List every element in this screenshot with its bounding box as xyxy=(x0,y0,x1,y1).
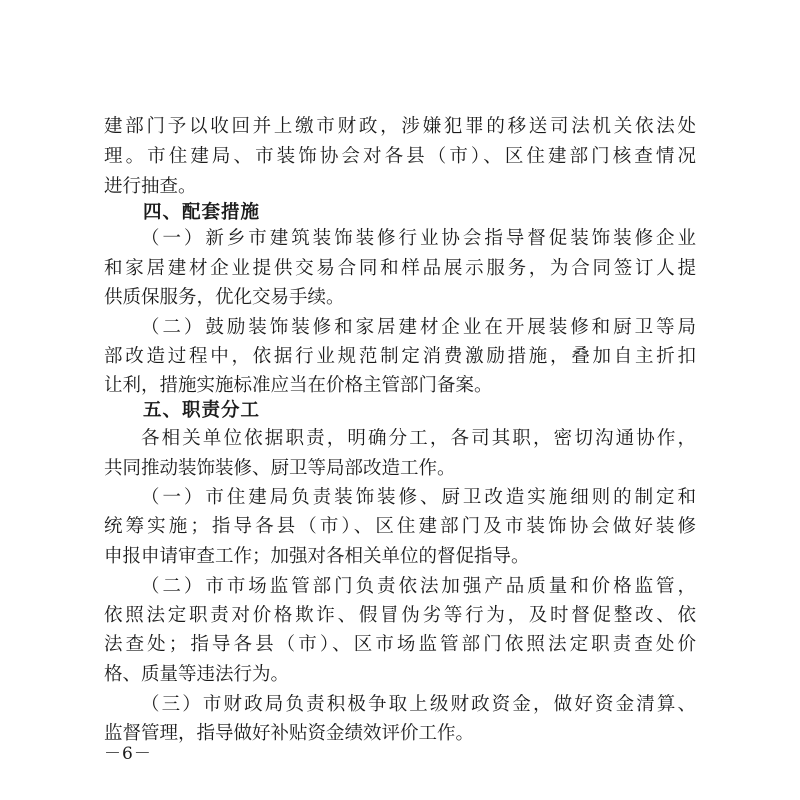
paragraph-first-line: （二）市市场监管部门负责依法加强产品质量和价格监管， xyxy=(141,576,696,597)
paragraph-first-line: （一）新乡市建筑装饰装修行业协会指导督促装饰装修企业 xyxy=(141,228,696,249)
body-text-line: 部改造过程中，依据行业规范制定消费激励措施，叠加自主折扣 xyxy=(104,346,696,367)
body-text-line: 申报申请审查工作；加强对各相关单位的督促指导。 xyxy=(104,546,530,567)
body-text-line: 供质保服务，优化交易手续。 xyxy=(104,287,345,308)
body-text-line: 统筹实施；指导各县（市）、区住建部门及市装饰协会做好装修 xyxy=(104,516,696,537)
body-text-line: 监督管理，指导做好补贴资金绩效评价工作。 xyxy=(104,723,475,744)
paragraph-first-line: （二）鼓励装饰装修和家居建材企业在开展装修和厨卫等局 xyxy=(141,317,696,338)
body-text-line: 让利，措施实施标准应当在价格主管部门备案。 xyxy=(104,375,493,396)
section-heading-responsibilities: 五、职责分工 xyxy=(143,400,261,421)
page-number: －6－ xyxy=(104,744,152,764)
body-text-line: 进行抽查。 xyxy=(104,176,197,197)
body-text-line: 建部门予以收回并上缴市财政，涉嫌犯罪的移送司法机关依法处 xyxy=(104,116,696,137)
body-text-line: 共同推动装饰装修、厨卫等局部改造工作。 xyxy=(104,458,456,479)
paragraph-first-line: （一）市住建局负责装饰装修、厨卫改造实施细则的制定和 xyxy=(141,487,696,508)
body-text-line: 依照法定职责对价格欺诈、假冒伪劣等行为，及时督促整改、依 xyxy=(104,605,696,626)
body-text-line: 理。市住建局、市装饰协会对各县（市）、区住建部门核查情况 xyxy=(104,146,696,167)
body-text-line: 格、质量等违法行为。 xyxy=(104,664,290,685)
paragraph-first-line: （三）市财政局负责积极争取上级财政资金，做好资金清算、 xyxy=(141,694,696,715)
body-text-line: 法查处；指导各县（市）、区市场监管部门依照法定职责查处价 xyxy=(104,634,696,655)
section-heading-measures: 四、配套措施 xyxy=(143,202,261,223)
paragraph-first-line: 各相关单位依据职责，明确分工，各司其职，密切沟通协作， xyxy=(141,428,696,449)
body-text-line: 和家居建材企业提供交易合同和样品展示服务，为合同签订人提 xyxy=(104,258,696,279)
